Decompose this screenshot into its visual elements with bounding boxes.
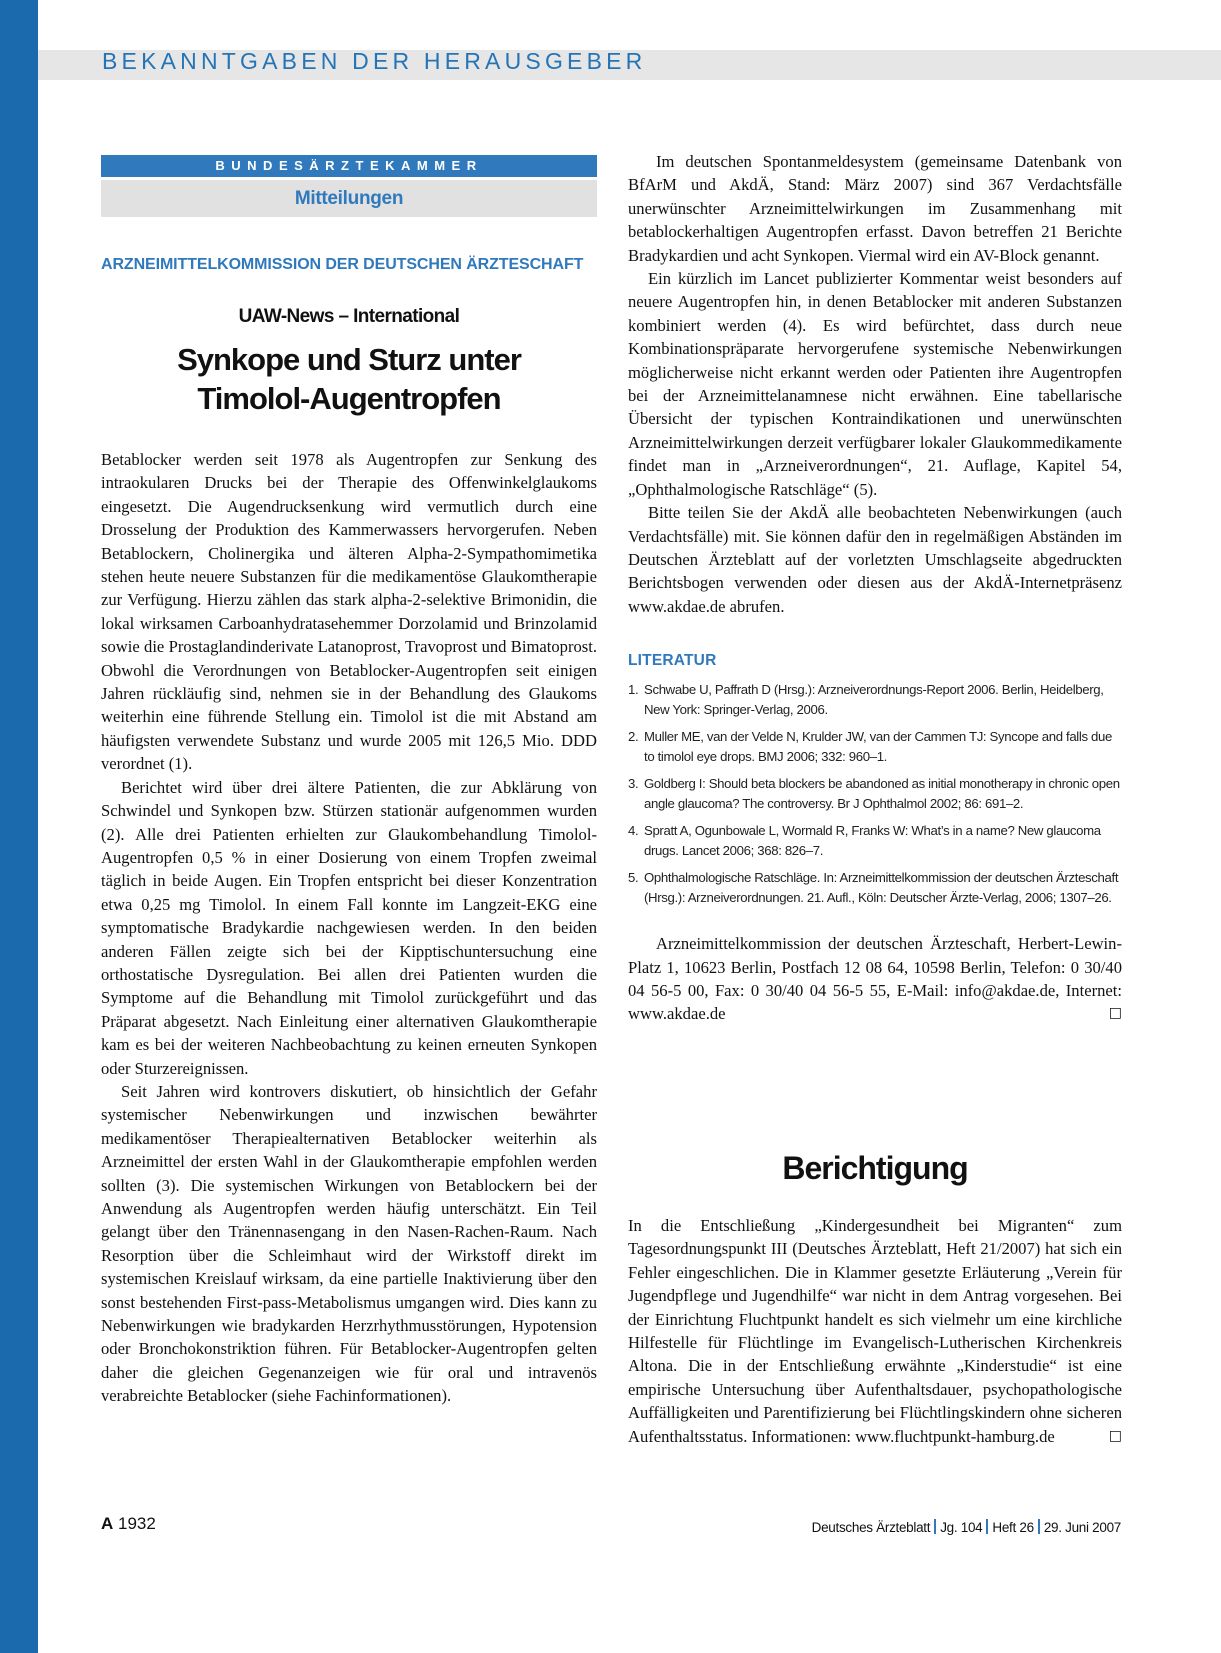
literature-number: 5. (628, 870, 639, 886)
journal-date: 29. Juni 2007 (1043, 1520, 1121, 1535)
page-prefix: A (101, 1514, 114, 1533)
literature-text: Schwabe U, Paffrath D (Hrsg.): Arzneiverordnungs-Report 2006. Berlin, Heidelberg, New York: Springer-Verlag, 2006. (644, 682, 1104, 718)
paragraph: Seit Jahren wird kontrovers diskutiert, ob hinsichtlich der Gefahr systemischer Nebenwirkungen und inzwischen bewährter medikamentöser Therapiealternativen Betablocker weiterhin als Arzneimittel der ersten Wahl in der Glaukomtherapie empfohlen werden sollten (3). Die systemischen Wirkungen von Betablockern bei der Anwendung als Augentropfen werden häufig unterschätzt. Ein Teil gelangt über den Tränennasengang in den Nasen-Rachen-Raum. Nach Resorption über die Schleimhaut wird der Wirkstoff direkt im systemischen Kreislauf wirksam, da eine partielle Inaktivierung über den sonst bestehenden First-pass-Metabolismus umgangen wird. Dies kann zu Nebenwirkungen wie bradykarden Herzrhythmusstörungen, Hypotension oder Bronchokonstriktion führen. Für Betablocker-Augentropfen gelten daher die gleichen Gegenanzeigen wie für oral und intravenös verabreichte Betablocker (siehe Fachinformationen). (101, 1081, 597, 1406)
section-header-title: BEKANNTGABEN DER HERAUSGEBER (102, 48, 647, 74)
contact-text: Arzneimittelkommission der deutschen Ärzteschaft, Herbert-Lewin-Platz 1, 10623 Berlin, Postfach 12 08 64, 10598 Berlin, Telefon: 0 30/40 04 56-5 00, Fax: 0 30/40 04 56-5 55, E-Mail: info@akdae.de, Internet: www.akdae.de (628, 934, 1122, 1024)
article-title (101, 340, 597, 418)
article-kicker: UAW-News – International (238, 306, 460, 327)
divider (934, 1519, 936, 1534)
literature-text: Ophthalmologische Ratschläge. In: Arzneimittelkommission der deutschen Ärzteschaft (Hrsg.): Arzneiverordnungen. 21. Aufl., Köln: Deutscher Ärzte-Verlag, 2006; 1307–26. (644, 870, 1119, 906)
literature-number: 2. (628, 729, 639, 745)
literature-number: 4. (628, 823, 639, 839)
correction-notice (628, 1150, 1122, 1448)
literature-item (628, 727, 1122, 767)
journal-info (812, 1519, 1121, 1535)
journal-name: Deutsches Ärzteblatt (811, 1520, 931, 1535)
journal-issue: Heft 26 (992, 1520, 1034, 1535)
article-body-right (628, 150, 1122, 618)
contact-block (628, 932, 1122, 1026)
end-of-article-icon: □ (1108, 1005, 1122, 1022)
article-title-line-1: Synkope und Sturz unter (177, 342, 521, 377)
commission-heading: ARZNEIMITTELKOMMISSION DER DEUTSCHEN ÄRZTESCHAFT (101, 256, 584, 273)
end-of-article-icon: □ (1108, 1427, 1122, 1444)
literature-text: Goldberg I: Should beta blockers be abandoned as initial monotherapy in chronic open angle glaucoma? The controversy. Br J Ophthalmol 2002; 86: 691–2. (644, 776, 1120, 812)
literature-text: Spratt A, Ogunbowale L, Wormald R, Franks W: What’s in a name? New glaucoma drugs. Lancet 2006; 368: 826–7. (644, 823, 1101, 859)
literature-item (628, 821, 1122, 861)
article-body-left (101, 448, 597, 1408)
paragraph: Betablocker werden seit 1978 als Augentropfen zur Senkung des intraokularen Drucks bei der Therapie des Offenwinkelglaukoms eingesetzt. Die Augendrucksenkung wird vermutlich durch eine Drosselung der Produktion des Kammerwassers hervorgerufen. Neben Betablockern, Cholinergika und älteren Alpha-2-Sympathomimetika stehen heute neuere Substanzen für die medikamentöse Glaukomtherapie zur Verfügung. Hierzu zählen das stark alpha-2-selektive Brimonidin, die lokal wirksamen Carboanhydratasehemmer Dorzolamid und Brinzolamid sowie die Prostaglandinderivate Latanoprost, Travoprost und Bimatoprost. Obwohl die Verordnungen von Betablocker-Augentropfen seit einigen Jahren rückläufig sind, nehmen sie in der Behandlung des Glaukoms weiterhin eine führende Stellung ein. Timolol ist die mit Abstand am häufigsten verwendete Substanz und wurde 2005 mit 126,5 Mio. DDD verordnet (1). (101, 450, 597, 774)
literature-list (628, 680, 1122, 908)
literature-text: Muller ME, van der Velde N, Krulder JW, van der Cammen TJ: Syncope and falls due to timolol eye drops. BMJ 2006; 332: 960–1. (644, 729, 1112, 765)
left-color-bar (0, 0, 38, 1653)
page-number-value: 1932 (118, 1514, 156, 1533)
divider (986, 1519, 988, 1534)
paragraph: Berichtet wird über drei ältere Patienten, die zur Abklärung von Schwindel und Synkopen bzw. Stürzen stationär aufgenommen wurden (2). Alle drei Patienten erhielten zur Glaukombehandlung Timolol-Augentropfen 0,5 % in einer Dosierung von einem Tropfen zweimal täglich in beide Augen. Ein Tropfen entspricht bei dieser Konzentration etwa 0,25 mg Timolol. In einem Fall konnte im Langzeit-EKG eine symptomatische Bradykardie nachgewiesen werden. In den beiden anderen Fällen zeigte sich bei der Kipptischuntersuchung eine orthostatische Dysregulation. Bei allen drei Patienten wurden die Symptome auf die Behandlung mit Timolol zurückgeführt und das Präparat abgesetzt. Nach Einleitung einer alternativen Glaukomtherapie kam es bei der weiteren Nachbeobachtung zu keinen erneuten Synkopen oder Sturzereignissen. (101, 777, 597, 1078)
correction-body (628, 1214, 1122, 1448)
correction-title: Berichtigung (782, 1150, 968, 1186)
literature-item (628, 680, 1122, 720)
journal-volume: Jg. 104 (940, 1520, 983, 1535)
section-bar: Mitteilungen (101, 180, 597, 217)
right-column (628, 150, 1122, 1026)
paragraph: Bitte teilen Sie der AkdÄ alle beobachteten Nebenwirkungen (auch Verdachtsfälle) mit. Sie können dafür den in regelmäßigen Abständen im Deutschen Ärzteblatt auf der vorletzten Umschlagseite abgedruckten Berichtsbogen verwenden oder diesen aus der AkdÄ-Internetpräsenz www.akdae.de abrufen. (628, 503, 1122, 616)
literature-heading: LITERATUR (628, 652, 717, 670)
paragraph: Ein kürzlich im Lancet publizierter Kommentar weist besonders auf neuere Augentropfen hin, in denen Betablocker mit anderen Substanzen kombiniert werden (4). Es wird befürchtet, dass durch neue Kombinationspräparate hervorgerufene systemische Nebenwirkungen möglicherweise nicht erkannt werden oder Patienten ihre Augentropfen bei der Arzneimittelanamnese nicht erwähnen. Eine tabellarische Übersicht der typischen Kontraindikationen und unerwünschten Arzneimittelwirkungen derzeit verfügbarer lokaler Glaukommedikamente findet man in „Arzneiverordnungen“, 21. Auflage, Kapitel 54, „Ophthalmologische Ratschläge“ (5). (628, 269, 1122, 499)
article-title-line-2: Timolol-Augentropfen (197, 381, 501, 416)
left-column (101, 155, 597, 1408)
paragraph: Im deutschen Spontanmeldesystem (gemeinsame Datenbank von BfArM und AkdÄ, Stand: März 2007) sind 367 Verdachtsfälle unerwünschter Arzneimittelwirkungen im Zusammenhang mit betablockerhaltigen Augentropfen erfasst. Davon betreffen 21 Berichte Bradykardien und acht Synkopen. Viermal wird ein AV-Block genannt. (628, 152, 1122, 265)
org-bar: BUNDESÄRZTEKAMMER (101, 155, 597, 177)
literature-item (628, 774, 1122, 814)
literature-item (628, 868, 1122, 908)
correction-text: In die Entschließung „Kindergesundheit bei Migranten“ zum Tagesordnungspunkt III (Deutsches Ärzteblatt, Heft 21/2007) hat sich ein Fehler eingeschlichen. Die in Klammer gesetzte Erläuterung „Verein für Jugendpflege und Jugendhilfe“ war nicht in dem Antrag vorgesehen. Bei der Einrichtung Fluchtpunkt handelt es sich vielmehr um eine kirchliche Hilfestelle für Flüchtlinge im Evangelisch-Lutherischen Kirchenkreis Altona. Die in der Entschließung erwähnte „Kinderstudie“ ist eine empirische Untersuchung über Aufenthaltsdauer, psychopathologische Auffälligkeiten und Parentifizierung bei Flüchtlingskindern ohne sicheren Aufenthaltsstatus. Informationen: www.fluchtpunkt-hamburg.de (628, 1216, 1122, 1446)
divider (1038, 1519, 1040, 1534)
literature-number: 1. (628, 682, 639, 698)
page-number (101, 1514, 156, 1534)
literature-number: 3. (628, 776, 639, 792)
